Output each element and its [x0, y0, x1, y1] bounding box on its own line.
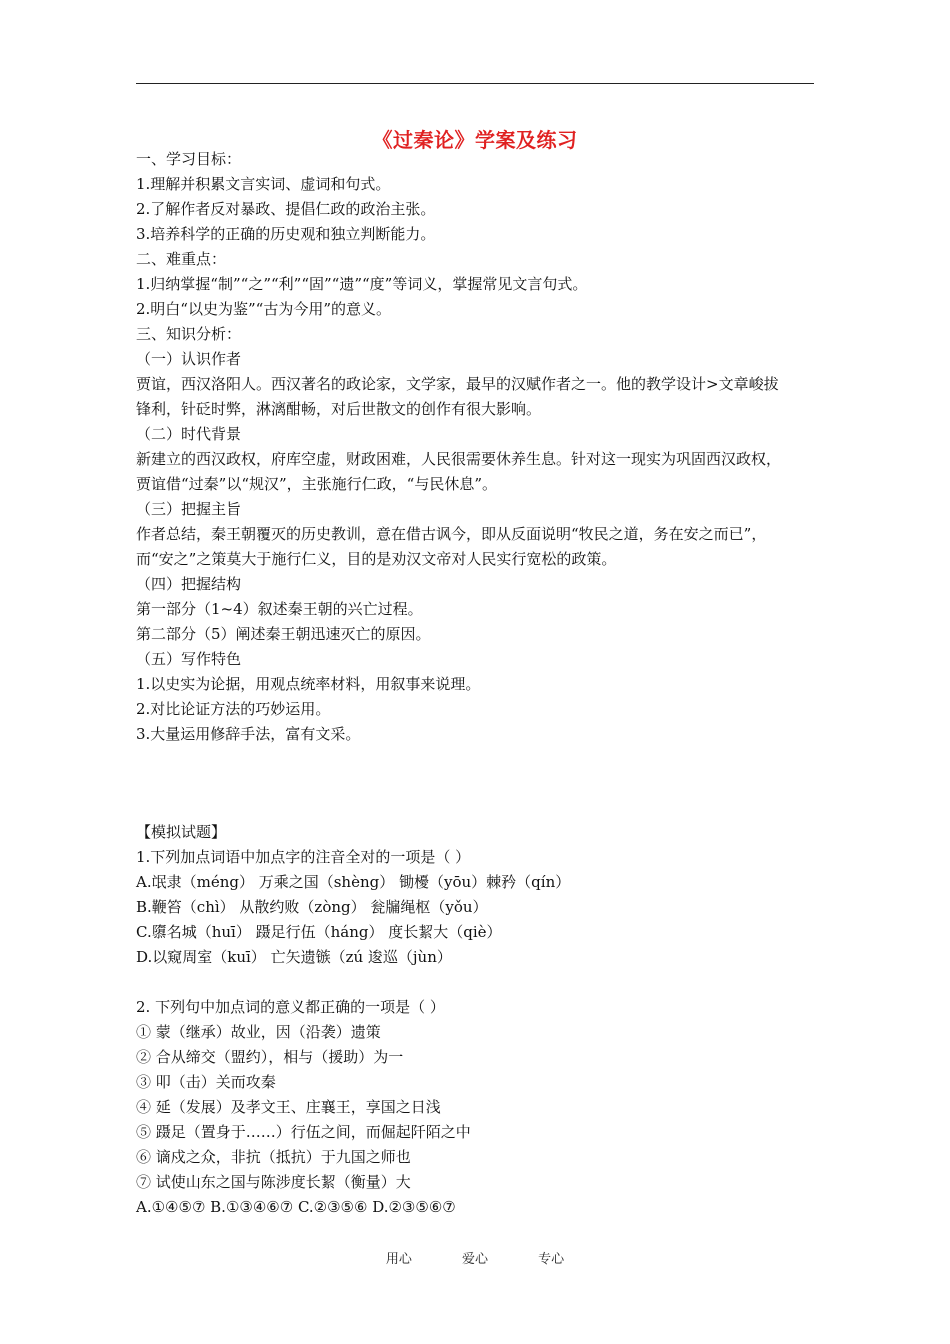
answer-option: B.鞭笞（chì） 从散约败（zòng） 瓮牖绳枢（yǒu）	[136, 898, 488, 916]
paragraph-line: 作者总结，秦王朝覆灭的历史教训，意在借古讽今，即从反面说明“牧民之道，务在安之而已”，	[136, 525, 767, 543]
paragraph-line: 2.对比论证方法的巧妙运用。	[136, 700, 331, 718]
question-item: ④ 延（发展）及孝文王、庄襄王，享国之日浅	[136, 1098, 441, 1116]
subsection-heading: （三）把握主旨	[136, 500, 242, 518]
paragraph-line: 2.明白“以史为鉴”“古为今用”的意义。	[136, 300, 391, 318]
section-heading: 二、难重点：	[136, 250, 227, 268]
paragraph-line: 而“安之”之策莫大于施行仁义，目的是劝汉文帝对人民实行宽松的政策。	[136, 550, 617, 568]
subsection-heading: （四）把握结构	[136, 575, 242, 593]
paragraph-line: 贾谊借“过秦”以“规汉”，主张施行仁政，“与民休息”。	[136, 475, 498, 493]
mock-test-question-1	[136, 820, 826, 970]
question-stem: 2. 下列句中加点词的意义都正确的一项是（ ）	[136, 998, 445, 1016]
paragraph-line: 新建立的西汉政权，府库空虚，财政困难，人民很需要休养生息。针对这一现实为巩固西汉政权，	[136, 450, 782, 468]
mock-test-question-2	[136, 995, 826, 1220]
answer-option: A.氓隶（méng） 万乘之国（shèng） 锄櫌（yōu）棘矜（qín）	[136, 873, 571, 891]
answer-option: C.隳名城（huī） 蹑足行伍（háng） 度长絜大（qiè）	[136, 923, 502, 941]
answer-option: D.以窥周室（kuī） 亡矢遗镞（zú 逡巡（jùn）	[136, 948, 452, 966]
paragraph-line: 1.归纳掌握“制”“之”“利”“固”“遗”“度”等词义，掌握常见文言句式。	[136, 275, 588, 293]
question-item: ① 蒙（继承）故业，因（沿袭）遗策	[136, 1023, 381, 1041]
section-heading: 三、知识分析：	[136, 325, 242, 343]
paragraph-line: 1.以史实为论据，用观点统率材料，用叙事来说理。	[136, 675, 481, 693]
paragraph-line: 第一部分（1~4）叙述秦王朝的兴亡过程。	[136, 600, 423, 618]
study-guide-section	[136, 147, 826, 747]
subsection-heading: （一）认识作者	[136, 350, 242, 368]
paragraph-line: 贾谊，西汉洛阳人。西汉著名的政论家，文学家，最早的汉赋作者之一。他的教学设计>文章峻拔	[136, 375, 779, 393]
document-title: 《过秦论》学案及练习	[372, 128, 578, 152]
footer-text: 专心	[538, 1252, 565, 1267]
page-footer	[0, 1248, 950, 1267]
footer-text: 爱心	[461, 1252, 488, 1267]
paragraph-line: 锋利，针砭时弊，淋漓酣畅，对后世散文的创作有很大影响。	[136, 400, 542, 418]
answer-options: A.①④⑤⑦ B.①③④⑥⑦ C.②③⑤⑥ D.②③⑤⑥⑦	[136, 1198, 456, 1216]
section-heading: 【模拟试题】	[136, 823, 227, 841]
question-item: ⑦ 试使山东之国与陈涉度长絜（衡量）大	[136, 1173, 411, 1191]
question-stem: 1.下列加点词语中加点字的注音全对的一项是（ ）	[136, 848, 471, 866]
subsection-heading: （二）时代背景	[136, 425, 242, 443]
footer-text: 用心	[385, 1252, 412, 1267]
paragraph-line: 3.大量运用修辞手法，富有文采。	[136, 725, 361, 743]
question-item: ⑤ 蹑足（置身于……）行伍之间，而倔起阡陌之中	[136, 1123, 471, 1141]
question-item: ② 合从缔交（盟约），相与（援助）为一	[136, 1048, 404, 1066]
paragraph-line: 第二部分（5）阐述秦王朝迅速灭亡的原因。	[136, 625, 431, 643]
header-rule	[136, 83, 814, 84]
question-item: ⑥ 谪戍之众，非抗（抵抗）于九国之师也	[136, 1148, 411, 1166]
paragraph-line: 1.理解并积累文言实词、虚词和句式。	[136, 175, 391, 193]
subsection-heading: （五）写作特色	[136, 650, 242, 668]
section-heading: 一、学习目标：	[136, 150, 242, 168]
paragraph-line: 2.了解作者反对暴政、提倡仁政的政治主张。	[136, 200, 436, 218]
paragraph-line: 3.培养科学的正确的历史观和独立判断能力。	[136, 225, 436, 243]
question-item: ③ 叩（击）关而攻秦	[136, 1073, 276, 1091]
